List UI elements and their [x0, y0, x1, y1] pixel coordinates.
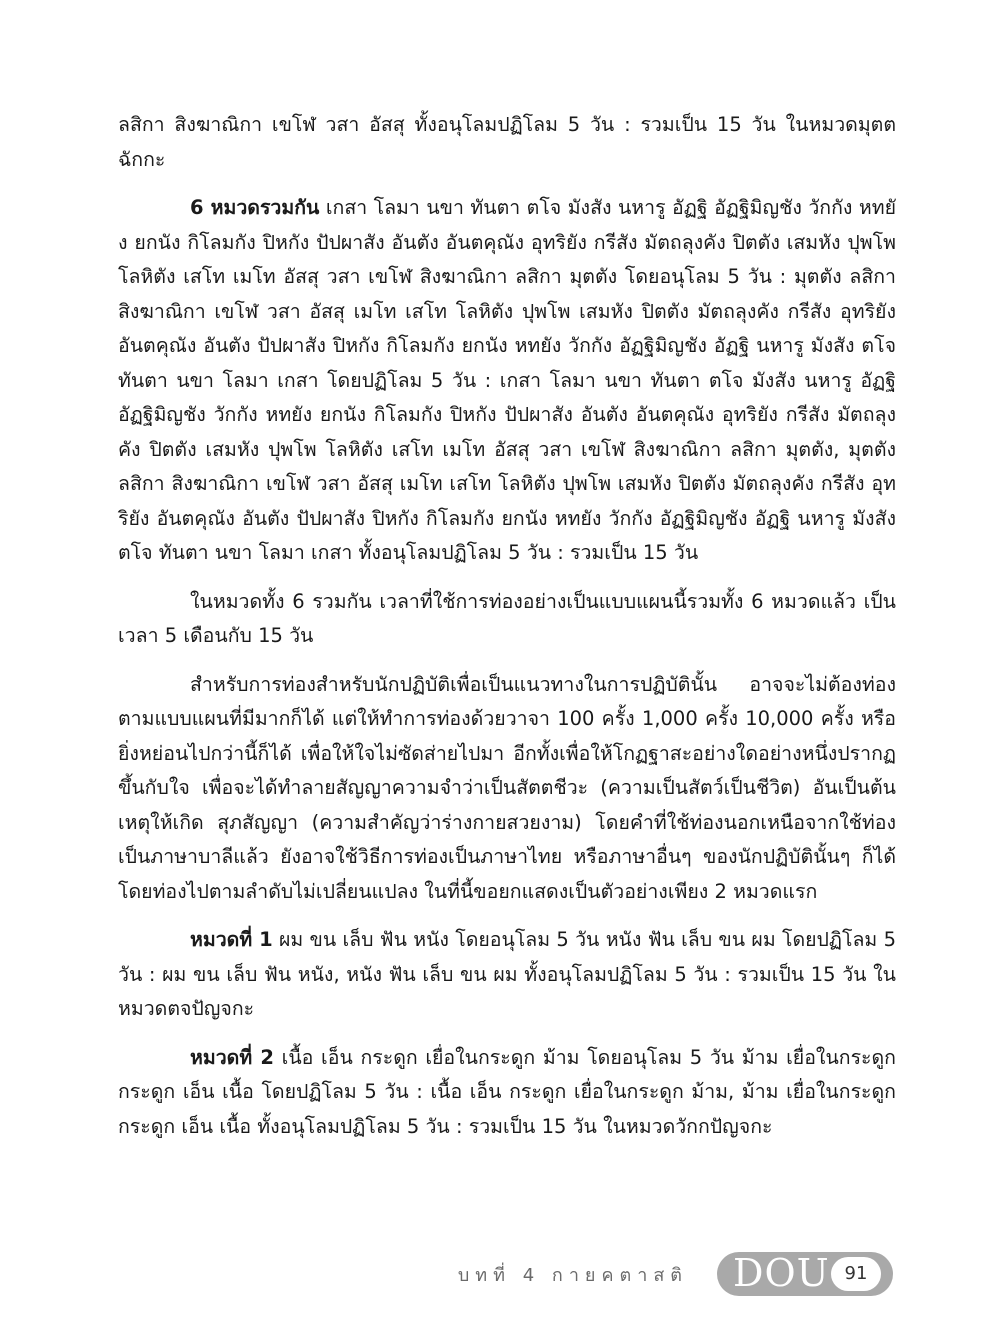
section-heading-6-groups: 6 หมวดรวมกัน: [190, 196, 320, 219]
paragraph-4: [118, 923, 896, 1027]
paragraph-5: [118, 1041, 896, 1145]
paragraph-4-text: ผม ขน เล็บ ฟัน หนัง โดยอนุโลม 5 วัน หนัง ฟัน เล็บ ขน ผม โดยปฏิโลม 5 วัน : ผม ขน เล็บ ฟัน หนัง, หนัง ฟัน เล็บ ขน ผม ทั้งอนุโลมปฏิโลม 5 วัน : รวมเป็น 15 วัน ในหมวดตจปัญจกะ: [118, 928, 896, 1020]
page-number: 91: [831, 1257, 881, 1291]
chapter-title: บทที่ 4 กายคตาสติ: [457, 1265, 688, 1286]
paragraph-1: [118, 191, 896, 571]
paragraph-3: สำหรับการท่องสำหรับนักปฏิบัติเพื่อเป็นแนวทางในการปฏิบัตินั้น อาจจะไม่ต้องท่องตามแบบแผนที่มีมากก็ได้ แต่ให้ทำการท่องด้วยวาจา 100 ครั้ง 1,000 ครั้ง 10,000 ครั้ง หรือยิ่งหย่อนไปกว่านี้ก็ได้ เพื่อให้ใจไม่ซัดส่ายไปมา อีกทั้งเพื่อให้โกฏฐาสะอย่างใดอย่างหนึ่งปรากฏขึ้นกับใจ เพื่อจะได้ทำลายสัญญาความจำว่าเป็นสัตตชีวะ (ความเป็นสัตว์เป็นชีวิต) อันเป็นต้นเหตุให้เกิด สุภสัญญา (ความสำคัญว่าร่างกายสวยงาม) โดยคำที่ใช้ท่องนอกเหนือจากใช้ท่องเป็นภาษาบาลีแล้ว ยังอาจใช้วิธีการท่องเป็นภาษาไทย หรือภาษาอื่นๆ ของนักปฏิบัตินั้นๆ ก็ได้ โดยท่องไปตามลำดับไม่เปลี่ยนแปลง ในที่นี้ขอยกแสดงเป็นตัวอย่างเพียง 2 หมวดแรก: [118, 672, 896, 903]
paragraph-1-text: เกสา โลมา นขา ทันตา ตโจ มังสัง นหารู อัฏฐิ อัฏฐิมิญชัง วักกัง หทยัง ยกนัง กิโลมกัง ปิหกัง ปัปผาสัง อันตัง อันตคุณัง อุทริยัง กรีสัง มัตถลุงคัง ปิตตัง เสมหัง ปุพโพ โลหิตัง เสโท เมโท อัสสุ วสา เขโฬ สิงฆาณิกา ลสิกา มุตตัง โดยอนุโลม 5 วัน : มุตตัง ลสิกา สิงฆาณิกา เขโฬ วสา อัสสุ เมโท เสโท โลหิตัง ปุพโพ เสมหัง ปิตตัง มัตถลุงคัง กรีสัง อุทริยัง อันตคุณัง อันตัง ปัปผาสัง ปิหกัง กิโลมกัง ยกนัง หทยัง วักกัง อัฏฐิมิญชัง อัฏฐิ นหารู มังสัง ตโจ ทันตา นขา โลมา เกสา โดยปฏิโลม 5 วัน : เกสา โลมา นขา ทันตา ตโจ มังสัง นหารู อัฏฐิ อัฏฐิมิญชัง วักกัง หทยัง ยกนัง กิโลมกัง ปิหกัง ปัปผาสัง อันตัง อันตคุณัง อุทริยัง กรีสัง มัตถลุงคัง ปิตตัง เสมหัง ปุพโพ โลหิตัง เสโท เมโท อัสสุ วสา เขโฬ สิงฆาณิกา ลสิกา มุตตัง, มุตตัง ลสิกา สิงฆาณิกา เขโฬ วสา อัสสุ เมโท เสโท โลหิตัง ปุพโพ เสมหัง ปิตตัง มัตถลุงคัง กรีสัง อุทริยัง อันตคุณัง อันตัง ปัปผาสัง ปิหกัง กิโลมกัง ยกนัง หทยัง วักกัง อัฏฐิมิญชัง อัฏฐิ นหารู มังสัง ตโจ ทันตา นขา โลมา เกสา ทั้งอนุโลมปฏิโลม 5 วัน : รวมเป็น 15 วัน: [118, 196, 897, 564]
dou-logo: DOU: [733, 1251, 830, 1295]
page-content: [118, 108, 896, 1158]
section-heading-group-2: หมวดที่ 2: [190, 1045, 275, 1069]
paragraph-2: ในหมวดทั้ง 6 รวมกัน เวลาที่ใช้การท่องอย่างเป็นแบบแผนนี้รวมทั้ง 6 หมวดแล้ว เป็นเวลา 5 เดือนกับ 15 วัน: [118, 589, 896, 647]
dou-badge: [717, 1252, 893, 1296]
paragraph-5-text: เนื้อ เอ็น กระดูก เยื่อในกระดูก ม้าม โดยอนุโลม 5 วัน ม้าม เยื่อในกระดูก กระดูก เอ็น เนื้อ โดยปฏิโลม 5 วัน : เนื้อ เอ็น กระดูก เยื่อในกระดูก ม้าม, ม้าม เยื่อในกระดูก กระดูก เอ็น เนื้อ ทั้งอนุโลมปฏิโลม 5 วัน : รวมเป็น 15 วัน ในหมวดวักกปัญจกะ: [118, 1045, 896, 1138]
section-heading-group-1: หมวดที่ 1: [190, 928, 273, 951]
paragraph-0: ลสิกา สิงฆาณิกา เขโฬ วสา อัสสุ ทั้งอนุโลมปฏิโลม 5 วัน : รวมเป็น 15 วัน ในหมวดมุตตฉักกะ: [118, 113, 896, 171]
page-footer: [0, 1252, 1000, 1302]
